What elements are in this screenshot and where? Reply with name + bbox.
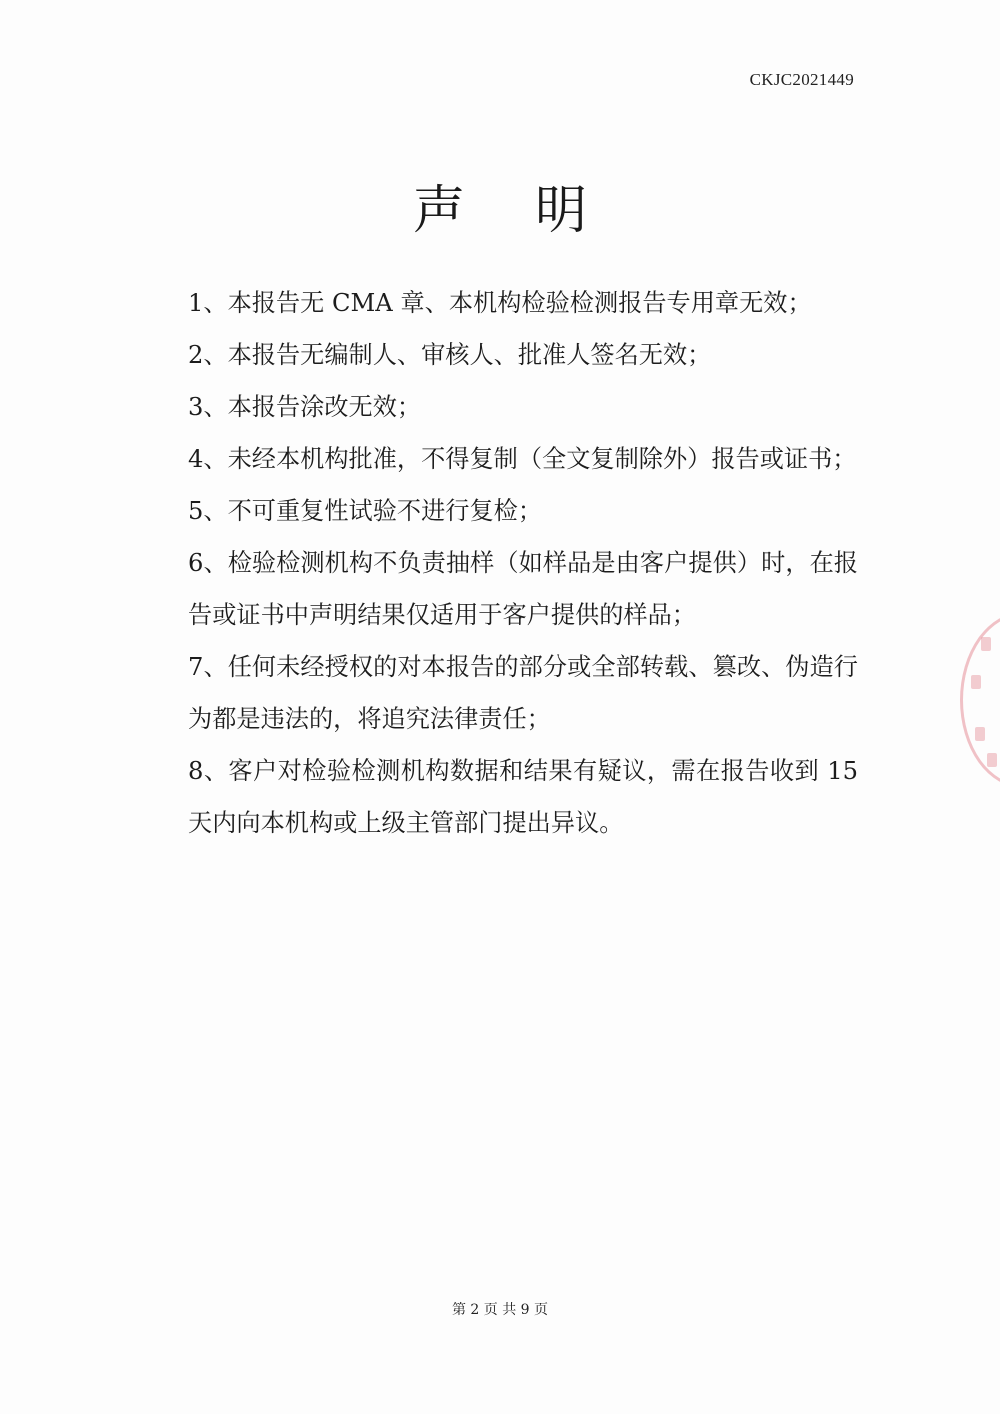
declaration-list xyxy=(188,277,858,849)
declaration-item-6: 6、检验检测机构不负责抽样（如样品是由客户提供）时，在报告或证书中声明结果仅适用于客户提供的样品； xyxy=(188,549,858,629)
page-title: 声明 xyxy=(412,181,657,241)
declaration-item-7: 7、任何未经授权的对本报告的部分或全部转载、篡改、伪造行为都是违法的，将追究法律责任； xyxy=(188,653,858,733)
declaration-item-3: 3、本报告涂改无效； xyxy=(188,393,422,421)
declaration-item-8: 8、客户对检验检测机构数据和结果有疑议，需在报告收到 15 天内向本机构或上级主管部门提出异议。 xyxy=(188,757,858,837)
declaration-item-2: 2、本报告无编制人、审核人、批准人签名无效； xyxy=(188,341,712,369)
page-number: 第 2 页 共 9 页 xyxy=(451,1302,549,1318)
partial-seal-stamp xyxy=(960,612,1000,788)
declaration-item-1: 1、本报告无 CMA 章、本机构检验检测报告专用章无效； xyxy=(188,289,812,317)
report-number: CKJC2021449 xyxy=(749,70,854,89)
declaration-item-4: 4、未经本机构批准，不得复制（全文复制除外）报告或证书； xyxy=(188,445,857,473)
declaration-item-5: 5、不可重复性试验不进行复检； xyxy=(188,497,543,525)
